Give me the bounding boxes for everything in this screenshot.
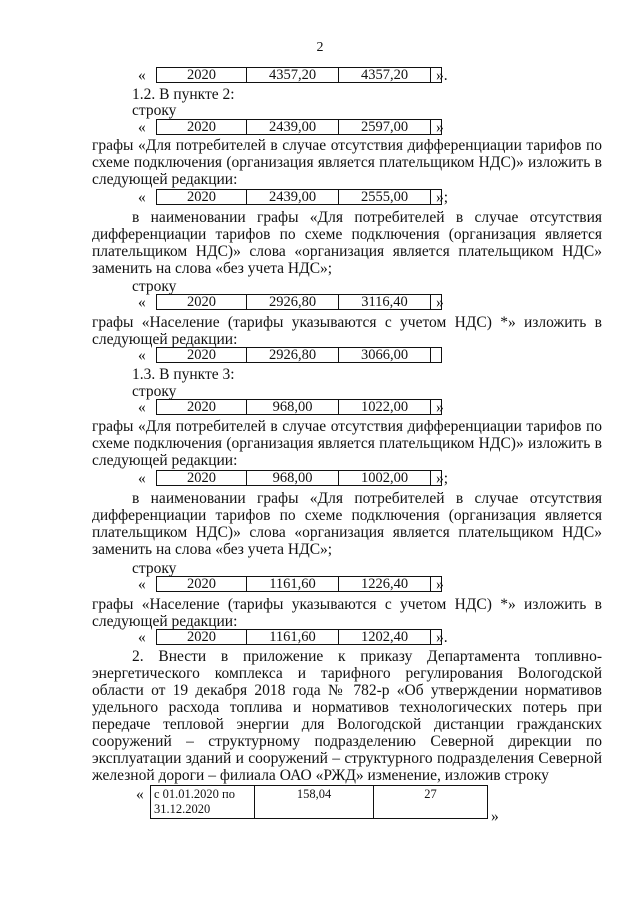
label-stroku: строку (132, 383, 177, 400)
cell-year: 2020 (157, 348, 247, 362)
label-stroku: строку (132, 560, 177, 577)
table-row (156, 576, 442, 592)
subitem-heading: 1.3. В пункте 3: (132, 366, 235, 383)
quote-open: « (138, 399, 146, 416)
paragraph: графы «Население (тарифы указываются с учетом НДС) *» изложить в следующей редакции: (92, 596, 602, 630)
table-row (156, 347, 442, 363)
cell-value: 4357,20 (247, 68, 339, 82)
quote-open: « (138, 470, 146, 487)
quote-open: « (138, 576, 146, 593)
quote-close: » (436, 294, 444, 311)
cell-value: 4357,20 (339, 68, 431, 82)
cell-year: 2020 (157, 68, 247, 82)
paragraph: в наименовании графы «Для потребителей в случае отсутствия дифференциации тарифов по схеме подключения (организация является плательщиком НДС)» слова «организация является плательщиком НДС» заменить на слова «без учета НДС»; (92, 209, 602, 277)
paragraph-item-2: 2. Внести в приложение к приказу Департамента топливно-энергетического комплекса и тарифного регулирования Вологодской области от 19 декабря 2018 года № 782-р «Об утверждении нормативов удельного расхода топлива и нормативов технологических потерь при передаче тепловой энергии для Вологодской дистанции гражданских сооружений – структурному подразделению Северной дирекции по эксплуатации зданий и сооружений – структурного подразделения Северной железной дороги – филиала ОАО «РЖД» изменение, изложив строку (92, 648, 602, 784)
cell-empty (431, 348, 441, 362)
page-number: 2 (316, 40, 324, 55)
cell-year: 2020 (157, 471, 247, 485)
quote-close: » (436, 576, 444, 593)
quote-close: » (436, 119, 444, 136)
cell-value: 27 (424, 787, 437, 801)
cell-year: 2020 (157, 190, 247, 204)
quote-open: « (138, 119, 146, 136)
cell-value: 2597,00 (339, 120, 431, 134)
label-stroku: строку (132, 278, 177, 295)
quote-close: »; (436, 189, 449, 206)
cell-value: 968,00 (247, 471, 339, 485)
cell-year: 2020 (157, 630, 247, 644)
table-row (156, 399, 442, 415)
cell-value: 3116,40 (339, 295, 431, 309)
quote-open: « (138, 189, 146, 206)
paragraph: графы «Для потребителей в случае отсутствия дифференциации тарифов по схеме подключения (организация является плательщиком НДС)» изложить в следующей редакции: (92, 418, 602, 469)
cell-value: 1002,00 (339, 471, 431, 485)
quote-close: »; (436, 470, 449, 487)
cell-value: 158,04 (255, 786, 374, 818)
cell-value: 2439,00 (247, 190, 339, 204)
cell-year: 2020 (157, 120, 247, 134)
cell-value: 1226,40 (339, 577, 431, 591)
cell-value: 2439,00 (247, 120, 339, 134)
cell-value: 1161,60 (247, 630, 339, 644)
quote-close: » (436, 399, 444, 416)
cell-value: 2926,80 (247, 348, 339, 362)
quote-close: » (491, 808, 499, 825)
table-row (156, 67, 442, 83)
cell-period: с 01.01.2020 по 31.12.2020 (151, 786, 255, 818)
paragraph: графы «Для потребителей в случае отсутствия дифференциации тарифов по схеме подключения (организация является плательщиком НДС)» изложить в следующей редакции: (92, 137, 602, 188)
table-row (156, 294, 442, 310)
table-row (156, 119, 442, 135)
cell-value: 968,00 (247, 400, 339, 414)
cell-value: 1202,40 (339, 630, 431, 644)
quote-open: « (138, 347, 146, 364)
cell-value: 2926,80 (247, 295, 339, 309)
table-row (156, 470, 442, 486)
cell-value: 1022,00 (339, 400, 431, 414)
cell-value: 3066,00 (339, 348, 431, 362)
paragraph: графы «Население (тарифы указываются с учетом НДС) *» изложить в следующей редакции: (92, 314, 602, 348)
quote-open: « (138, 67, 146, 84)
table-row (156, 629, 442, 645)
table-row (156, 189, 442, 205)
normative-table-row (150, 785, 488, 819)
cell-value: 2555,00 (339, 190, 431, 204)
paragraph: в наименовании графы «Для потребителей в случае отсутствия дифференциации тарифов по схеме подключения (организация является плательщиком НДС)» слова «организация является плательщиком НДС» заменить на слова «без учета НДС»; (92, 490, 602, 558)
subitem-heading: 1.2. В пункте 2: (132, 86, 235, 103)
quote-close: ». (436, 629, 448, 646)
cell-year: 2020 (157, 400, 247, 414)
quote-close: ». (436, 67, 448, 84)
quote-open: « (136, 786, 144, 803)
quote-open: « (138, 294, 146, 311)
quote-open: « (138, 629, 146, 646)
cell-value: 1161,60 (247, 577, 339, 591)
cell-year: 2020 (157, 577, 247, 591)
label-stroku: строку (132, 102, 177, 119)
cell-year: 2020 (157, 295, 247, 309)
